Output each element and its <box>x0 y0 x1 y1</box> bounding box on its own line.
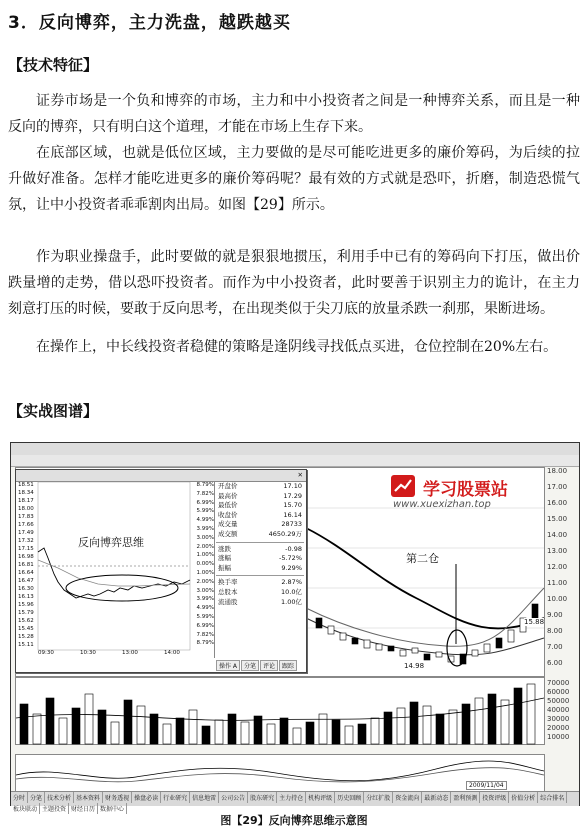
volume-bar <box>137 706 145 744</box>
bottom-tab[interactable]: 板块联动 <box>11 803 40 814</box>
volume-bar <box>514 688 522 744</box>
price-label-low: 14.98 <box>404 662 425 670</box>
volume-svg <box>16 678 544 744</box>
price-scale-tick: 17.00 <box>547 483 568 491</box>
intraday-price-tick: 18.34 <box>18 490 34 496</box>
popup-tab[interactable]: 分笔 <box>241 660 259 671</box>
price-scale-tick: 9.00 <box>547 611 563 619</box>
quote-row <box>216 492 304 502</box>
intraday-time-tick: 14:00 <box>164 650 180 656</box>
intraday-pct-tick: 3.99% <box>196 596 214 603</box>
quote-share-row <box>216 588 304 598</box>
intraday-chart <box>18 482 215 658</box>
volume-bar <box>46 698 54 744</box>
intraday-price-tick: 16.81 <box>18 562 34 568</box>
intraday-pct-tick: 8.79% <box>196 482 214 488</box>
bottom-tab[interactable]: 主力持仓 <box>277 792 306 803</box>
volume-bar <box>280 718 288 744</box>
intraday-price-tick: 15.45 <box>18 626 34 632</box>
annotation-second-position: 第二仓 <box>406 552 439 565</box>
bottom-tab[interactable]: 行业研究 <box>161 792 190 803</box>
intraday-pct-tick: 6.99% <box>196 622 214 629</box>
annotation-reverse-game: 反向博弈思维 <box>78 536 144 549</box>
price-scale <box>545 467 577 797</box>
volume-bar <box>371 718 379 744</box>
bottom-tab[interactable]: 最新动态 <box>422 792 451 803</box>
price-scale-tick: 13.00 <box>547 547 568 555</box>
quote-value: 17.10 <box>283 482 302 490</box>
quote-value: 28733 <box>281 520 302 529</box>
intraday-price-tick: 16.30 <box>18 586 34 592</box>
paragraph-3: 作为职业操盘手，此时要做的就是狠狠地掼压，利用手中已有的筹码向下打压，做出价跌量增的走势，借以恐吓投资者。而作为中小投资者，此时要善于识别主力的诡计，在主力刻意打压的时候，要敢于反向思考，在出现类似于尖刀底的放量杀跌一刹那，果断进场。 <box>8 249 580 317</box>
intraday-price-tick: 16.64 <box>18 570 34 576</box>
bottom-tab[interactable]: 价值分析 <box>509 792 538 803</box>
intraday-price-tick: 18.17 <box>18 498 34 504</box>
volume-bar <box>527 684 535 744</box>
volume-bar <box>436 714 444 744</box>
volume-bar <box>410 702 418 744</box>
intraday-price-tick: 16.47 <box>18 578 34 584</box>
volume-bar <box>241 722 249 744</box>
close-icon[interactable]: ✕ <box>297 471 303 479</box>
volume-bar <box>423 706 431 744</box>
bottom-tab[interactable]: 基本资料 <box>74 792 103 803</box>
volume-bar <box>189 710 197 744</box>
intraday-pct-tick: 5.99% <box>196 614 214 620</box>
volume-bar <box>20 704 28 744</box>
quote-value: 15.70 <box>283 501 302 510</box>
quote-change-value: -0.98 <box>285 544 302 553</box>
price-scale-tick: 15.00 <box>547 515 568 523</box>
quote-value: 4650.29万 <box>268 529 302 538</box>
volume-bar <box>59 718 67 744</box>
intraday-pct-tick: 7.82% <box>196 631 214 638</box>
intraday-time-tick: 10:30 <box>80 650 96 656</box>
volume-bar <box>449 710 457 744</box>
chart-info-bar <box>11 455 579 467</box>
intraday-pct-tick: 4.99% <box>196 517 214 524</box>
intraday-pct-tick: 4.99% <box>196 605 214 612</box>
bottom-tab-bar <box>11 791 579 813</box>
bottom-tab[interactable]: 股东研究 <box>248 792 277 803</box>
price-scale-tick: 18.00 <box>547 467 568 475</box>
volume-bar <box>345 726 353 744</box>
volume-bar <box>293 728 301 744</box>
bottom-tab[interactable]: 信息地雷 <box>190 792 219 803</box>
volume-bar <box>488 694 496 744</box>
volume-bar <box>33 714 41 744</box>
intraday-pct-tick: 5.99% <box>196 508 214 515</box>
bottom-tab[interactable]: 操盘必读 <box>132 792 161 803</box>
quote-change-key: 振幅 <box>218 563 231 572</box>
price-label-right: 15.88 <box>524 618 545 626</box>
intraday-pct-tick: 6.99% <box>196 499 214 506</box>
indicator-bar <box>15 744 543 753</box>
intraday-pct-tick: 1.00% <box>196 570 214 576</box>
subtitle-chart: 【实战图谱】 <box>8 402 99 420</box>
volume-bar <box>163 724 171 744</box>
quote-row <box>216 482 304 492</box>
volume-bar <box>72 708 80 744</box>
intraday-price-tick: 17.15 <box>18 546 34 552</box>
bottom-tab[interactable]: 分笔 <box>28 792 45 803</box>
intraday-time-tick: 09:30 <box>38 650 54 656</box>
quote-change-row <box>216 554 304 564</box>
bottom-tab[interactable]: 主题投资 <box>40 803 69 814</box>
paragraph-1: 证券市场是一个负和博弈的市场，主力和中小投资者之间是一种博弈关系，而且是一种反向的博弈，只有明白这个道理，才能在市场上生存下来。 <box>8 93 580 135</box>
intraday-price-tick: 17.83 <box>18 514 34 520</box>
intraday-price-tick: 17.49 <box>18 530 34 536</box>
bottom-tab[interactable]: 分红扩股 <box>364 792 393 803</box>
intraday-pct-tick: 0.00% <box>196 561 214 568</box>
volume-bar <box>397 708 405 744</box>
intraday-price-tick: 15.28 <box>18 634 34 640</box>
bottom-tab[interactable]: 公司公告 <box>219 792 248 803</box>
volume-bar <box>306 722 314 744</box>
volume-scale-tick: 70000 <box>547 679 570 687</box>
intraday-price-tick: 18.00 <box>18 506 34 512</box>
quote-change-row <box>216 545 304 555</box>
popup-tab[interactable]: 操作 A <box>216 660 240 671</box>
popup-tab[interactable]: 跟踪 <box>279 660 297 671</box>
volume-bar <box>358 724 366 744</box>
quote-row <box>216 520 304 530</box>
quote-key: 成交额 <box>218 529 238 538</box>
quote-panel <box>216 482 304 670</box>
intraday-pct-tick: 3.99% <box>196 526 214 532</box>
price-scale-tick: 8.00 <box>547 627 563 635</box>
quote-key: 开盘价 <box>218 482 238 490</box>
intraday-popup[interactable] <box>15 469 307 673</box>
bottom-tab[interactable]: 财务透视 <box>103 792 132 803</box>
bottom-tab[interactable]: 机构评级 <box>306 792 335 803</box>
figure-caption: 图【29】反向博弈思维示意图 <box>220 814 368 827</box>
quote-row <box>216 530 304 540</box>
quote-change-key: 涨跌 <box>218 544 231 553</box>
quote-share-value: 2.87% <box>281 578 302 587</box>
intraday-price-tick: 15.11 <box>18 642 34 648</box>
intraday-pct-tick: 3.00% <box>196 534 214 541</box>
volume-chart <box>15 677 545 745</box>
date-label: 2009/11/04 <box>466 781 507 790</box>
volume-scale-tick: 30000 <box>547 715 570 723</box>
intraday-pct-tick: 3.00% <box>196 587 214 594</box>
quote-change-row <box>216 564 304 574</box>
quote-value: 16.14 <box>283 510 302 519</box>
intraday-pct-tick: 2.00% <box>196 578 214 585</box>
bottom-tab[interactable]: 资金流向 <box>393 792 422 803</box>
stock-chart-screenshot <box>10 442 580 813</box>
intraday-price-tick: 17.32 <box>18 538 34 544</box>
volume-scale-tick: 40000 <box>547 706 570 714</box>
watermark-url: www.xuexizhan.top <box>393 499 491 510</box>
watermark-title: 学习股票站 <box>423 480 508 500</box>
bottom-tab[interactable]: 投资评级 <box>480 792 509 803</box>
intraday-price-tick: 15.62 <box>18 618 34 624</box>
quote-key: 收盘价 <box>218 510 238 519</box>
intraday-price-tick: 16.13 <box>18 594 34 600</box>
intraday-pct-tick: 2.00% <box>196 543 214 550</box>
popup-tabs <box>216 660 304 670</box>
volume-scale-tick: 20000 <box>547 724 570 732</box>
volume-bar <box>475 698 483 744</box>
volume-bar <box>228 714 236 744</box>
quote-share-value: 1.00亿 <box>281 597 302 606</box>
volume-bar <box>501 700 509 744</box>
volume-bar <box>202 726 210 744</box>
volume-scale-tick: 60000 <box>547 688 570 696</box>
quote-share-value: 10.0亿 <box>281 587 302 596</box>
paragraph-4: 在操作上，中长线投资者稳健的策略是逢阴线寻找低点买进，仓位控制在20%左右。 <box>36 339 558 355</box>
quote-value: 17.29 <box>283 491 302 500</box>
intraday-pct-tick: 8.79% <box>196 640 214 647</box>
bottom-tab[interactable]: 技术分析 <box>45 792 74 803</box>
bottom-tab[interactable]: 盈利预测 <box>451 792 480 803</box>
intraday-price-tick: 16.98 <box>18 554 34 560</box>
quote-key: 最高价 <box>218 491 238 500</box>
intraday-price-tick: 18.51 <box>18 482 34 488</box>
quote-key: 最低价 <box>218 501 238 510</box>
quote-change-key: 涨幅 <box>218 554 231 563</box>
price-scale-tick: 11.00 <box>547 579 568 587</box>
volume-bar <box>111 722 119 744</box>
price-scale-tick: 7.00 <box>547 643 563 651</box>
price-scale-tick: 12.00 <box>547 563 568 571</box>
quote-share-key: 流通股 <box>218 597 238 606</box>
paragraph-2: 在底部区域，也就是低位区域，主力要做的是尽可能吃进更多的廉价筹码，为后续的拉升做好准备。怎样才能吃进更多的廉价筹码呢？最有效的方式就是恐吓，折磨，制造恐慌气氛，让中小投资者乖乖割肉出局。如图【29】所示。 <box>8 145 580 213</box>
quote-share-key: 总股本 <box>218 587 238 596</box>
volume-bar <box>150 714 158 744</box>
quote-share-row <box>216 578 304 588</box>
volume-bar <box>215 720 223 744</box>
bottom-tab[interactable]: 综合排名 <box>538 792 567 803</box>
intraday-svg <box>18 482 214 658</box>
intraday-price-tick: 15.79 <box>18 610 34 616</box>
intraday-pct-tick: 1.00% <box>196 552 214 559</box>
section-title: 3．反向博弈，主力洗盘，越跌越买 <box>8 13 291 33</box>
price-scale-tick: 6.00 <box>547 659 563 667</box>
volume-bar <box>319 714 327 744</box>
intraday-price-tick: 15.96 <box>18 602 34 608</box>
macd-svg <box>16 755 544 791</box>
volume-scale-tick: 50000 <box>547 697 570 705</box>
bottom-tab[interactable]: 历史回顾 <box>335 792 364 803</box>
intraday-price-tick: 17.66 <box>18 522 34 528</box>
watermark <box>391 475 541 515</box>
volume-bar <box>462 704 470 744</box>
price-scale-tick: 10.00 <box>547 595 568 603</box>
volume-bar <box>384 712 392 744</box>
popup-title-bar[interactable] <box>16 470 306 482</box>
bottom-tab[interactable]: 数据中心 <box>98 803 127 814</box>
volume-scale-tick: 10000 <box>547 733 570 741</box>
intraday-time-tick: 13:00 <box>122 650 138 656</box>
quote-row <box>216 501 304 511</box>
quote-share-row <box>216 598 304 608</box>
quote-change-value: -5.72% <box>279 554 302 563</box>
quote-share-key: 换手率 <box>218 578 238 587</box>
volume-bar <box>176 718 184 744</box>
price-scale-tick: 14.00 <box>547 531 568 539</box>
popup-tab[interactable]: 评论 <box>260 660 278 671</box>
bottom-tab[interactable]: 分时 <box>11 792 28 803</box>
quote-change-value: 9.29% <box>281 563 302 572</box>
subtitle-features: 【技术特征】 <box>8 56 99 74</box>
quote-row <box>216 511 304 521</box>
volume-bar <box>267 724 275 744</box>
volume-bar <box>124 700 132 744</box>
volume-bar <box>85 694 93 744</box>
bottom-tab[interactable]: 财经日历 <box>69 803 98 814</box>
watermark-logo-icon <box>391 475 419 499</box>
intraday-pct-tick: 7.82% <box>196 490 214 497</box>
volume-bar <box>332 720 340 744</box>
price-scale-tick: 16.00 <box>547 499 568 507</box>
quote-key: 成交量 <box>218 520 238 529</box>
